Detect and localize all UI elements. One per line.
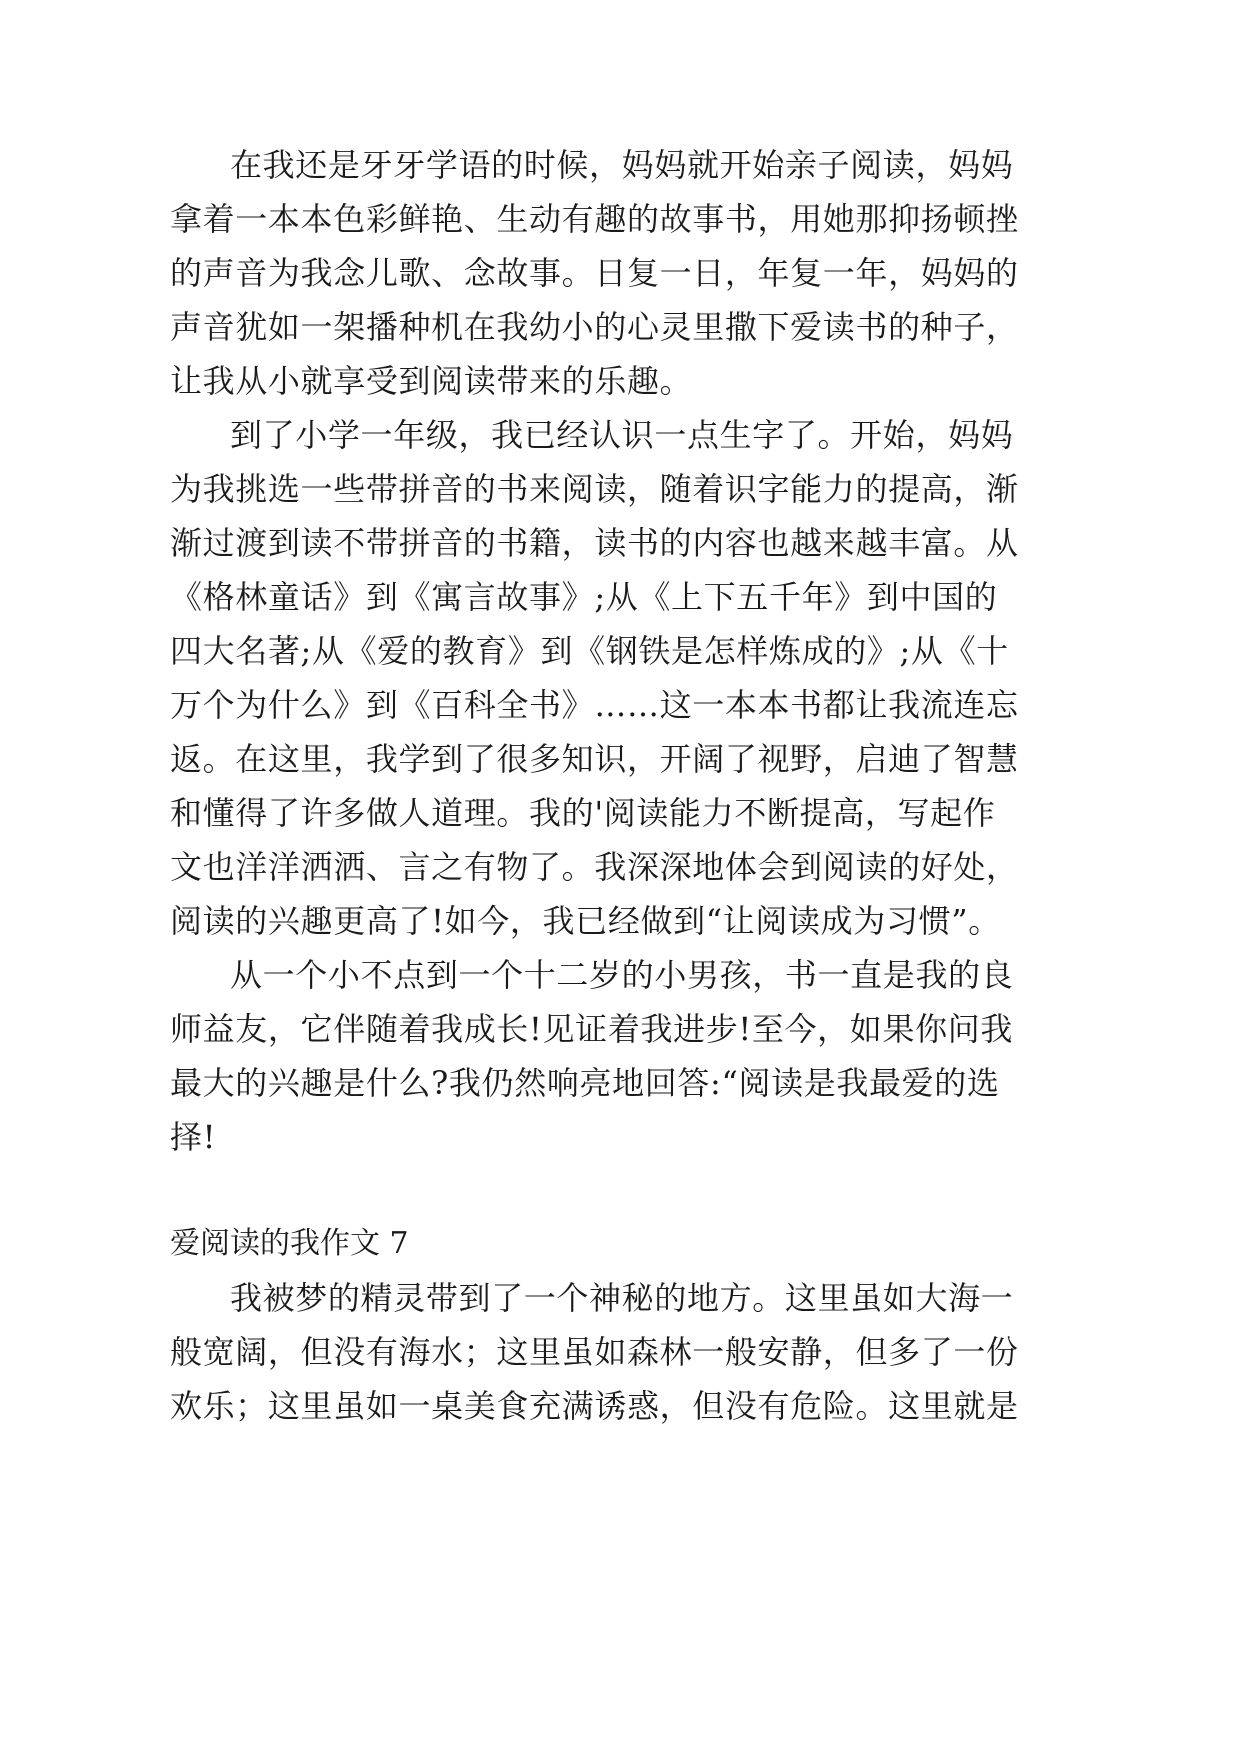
paragraph-2-line-8: 和懂得了许多做人道理。我的'阅读能力不断提高，写起作 [170,794,996,832]
paragraph-2-line-10: 阅读的兴趣更高了!如今，我已经做到“让阅读成为习惯”。 [170,902,1001,940]
paragraph-3-line-4: 择! [170,1118,217,1156]
paragraph-3-line-1: 从一个小不点到一个十二岁的小男孩，书一直是我的良 [230,956,1014,994]
paragraph-4-line-3: 欢乐；这里虽如一桌美食充满诱惑，但没有危险。这里就是 [170,1387,1019,1425]
section-title: 爱阅读的我作文 7 [170,1226,409,1261]
paragraph-2-line-5: 四大名著;从《爱的教育》到《钢铁是怎样炼成的》;从《十 [170,632,1009,670]
paragraph-1-line-2: 拿着一本本色彩鲜艳、生动有趣的故事书，用她那抑扬顿挫 [170,200,1019,238]
paragraph-4-line-2: 般宽阔，但没有海水；这里虽如森林一般安静，但多了一份 [170,1333,1019,1371]
paragraph-1-line-3: 的声音为我念儿歌、念故事。日复一日，年复一年，妈妈的 [170,254,1019,292]
paragraph-2-line-3: 渐过渡到读不带拼音的书籍，读书的内容也越来越丰富。从 [170,524,1019,562]
paragraph-2-line-1: 到了小学一年级，我已经认识一点生字了。开始，妈妈 [230,416,1014,454]
paragraph-3-line-2: 师益友，它伴随着我成长!见证着我进步!至今，如果你问我 [170,1010,1014,1048]
paragraph-1-line-1: 在我还是牙牙学语的时候，妈妈就开始亲子阅读，妈妈 [230,146,1014,184]
paragraph-4-line-1: 我被梦的精灵带到了一个神秘的地方。这里虽如大海一 [230,1279,1014,1317]
paragraph-3-line-3: 最大的兴趣是什么?我仍然响亮地回答:“阅读是我最爱的选 [170,1064,1000,1102]
paragraph-2-line-7: 返。在这里，我学到了很多知识，开阔了视野，启迪了智慧 [170,740,1019,778]
paragraph-1-line-5: 让我从小就享受到阅读带来的乐趣。 [170,362,693,400]
paragraph-2-line-9: 文也洋洋洒洒、言之有物了。我深深地体会到阅读的好处， [170,848,1019,886]
paragraph-2-line-2: 为我挑选一些带拼音的书来阅读，随着识字能力的提高，渐 [170,470,1019,508]
paragraph-2-line-4: 《格林童话》到《寓言故事》;从《上下五千年》到中国的 [170,578,998,616]
paragraph-2-line-6: 万个为什么》到《百科全书》……这一本本书都让我流连忘 [170,686,1019,724]
paragraph-1-line-4: 声音犹如一架播种机在我幼小的心灵里撒下爱读书的种子， [170,308,1019,346]
